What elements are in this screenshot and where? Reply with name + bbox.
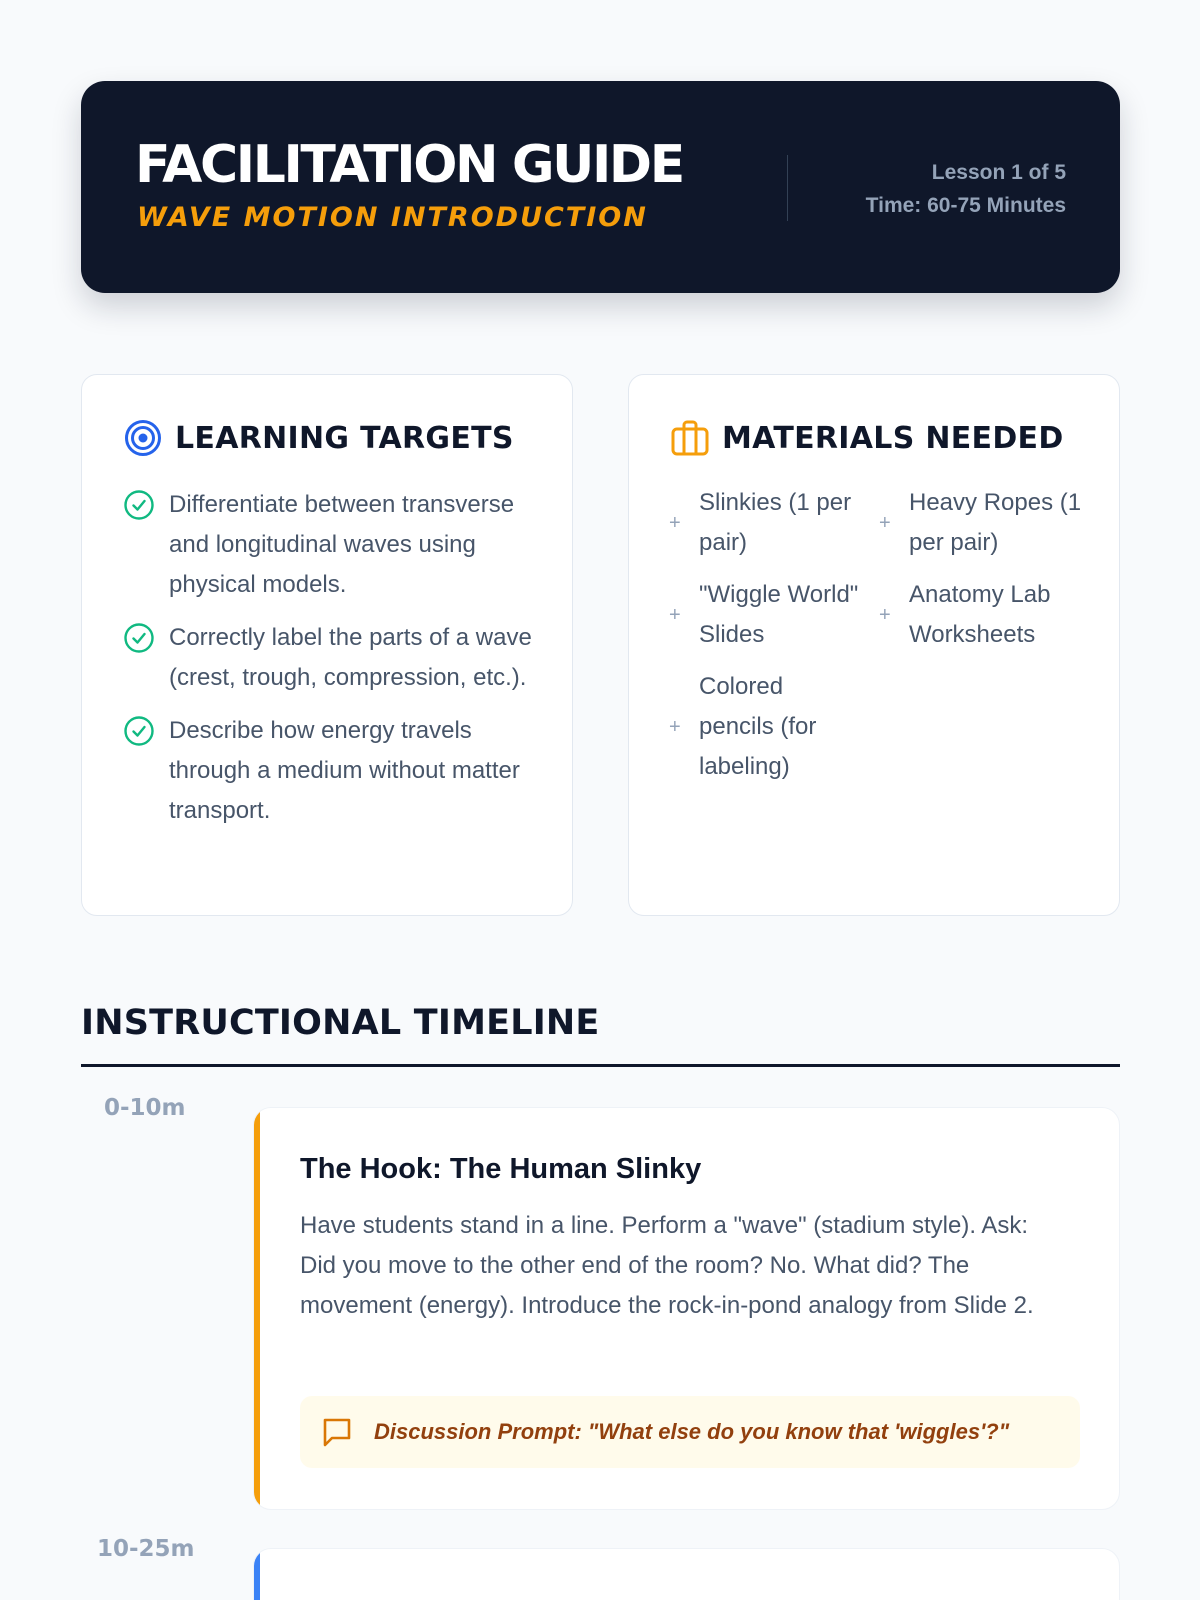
learning-targets-card (81, 374, 573, 916)
page-title: FACILITATION GUIDE (135, 135, 683, 195)
step-time: 10-25m (97, 1536, 195, 1562)
header-divider (787, 155, 788, 221)
page-subtitle: WAVE MOTION INTRODUCTION (137, 202, 648, 233)
list-item (669, 667, 879, 787)
materials-header (670, 418, 1064, 458)
target-text: Correctly label the parts of a wave (crest, trough, compression, etc.). (169, 624, 532, 691)
learning-targets-header (123, 418, 514, 458)
target-icon (123, 418, 163, 458)
timeline-divider (81, 1064, 1120, 1067)
list-item (123, 711, 533, 831)
plus-icon: + (879, 603, 891, 626)
learning-targets-list (123, 485, 533, 844)
plus-icon: + (669, 715, 681, 738)
list-item (879, 575, 1089, 655)
step-title: The Hook: The Human Slinky (300, 1153, 702, 1185)
list-item (879, 483, 1089, 563)
lesson-duration: Time: 60-75 Minutes (865, 194, 1066, 217)
check-circle-icon (123, 715, 155, 747)
plus-icon: + (669, 603, 681, 626)
check-circle-icon (123, 622, 155, 654)
list-item (669, 483, 879, 563)
overview-cards (81, 374, 1120, 916)
material-text: Heavy Ropes (1 per pair) (909, 489, 1082, 556)
facilitation-guide-page (81, 81, 1120, 1562)
check-circle-icon (123, 489, 155, 521)
target-text: Differentiate between transverse and longitudinal waves using physical models. (169, 491, 515, 598)
material-text: Anatomy Lab Worksheets (909, 581, 1051, 648)
step-description: Have students stand in a line. Perform a "wave" (stadium style). Ask: Did you move to the other end of the room? No. What did? The movement (energy). Introduce the rock-in-pond analogy from Slide 2. (300, 1212, 1034, 1319)
material-text: Slinkies (1 per pair) (699, 489, 852, 556)
list-item (669, 575, 879, 655)
guide-header (81, 81, 1120, 293)
materials-card (628, 374, 1120, 916)
step-accent-bar (254, 1549, 260, 1600)
materials-list (669, 483, 1089, 787)
material-text: Colored pencils (for labeling) (699, 673, 817, 780)
prompt-text: Discussion Prompt: "What else do you know that 'wiggles'?" (374, 1419, 1010, 1444)
plus-icon: + (879, 511, 891, 534)
plus-icon: + (669, 511, 681, 534)
learning-targets-title: LEARNING TARGETS (175, 420, 514, 456)
speech-bubble-icon (320, 1415, 354, 1449)
discussion-prompt (300, 1396, 1080, 1468)
briefcase-icon (670, 418, 710, 458)
step-accent-bar (254, 1108, 260, 1509)
target-text: Describe how energy travels through a medium without matter transport. (169, 717, 520, 824)
timeline-title: INSTRUCTIONAL TIMELINE (81, 1003, 600, 1043)
lesson-number: Lesson 1 of 5 (931, 161, 1066, 184)
step-time: 0-10m (104, 1095, 186, 1121)
material-text: "Wiggle World" Slides (699, 581, 859, 648)
materials-title: MATERIALS NEEDED (722, 420, 1064, 456)
timeline-step (253, 1548, 1120, 1600)
list-item (123, 485, 533, 605)
lesson-meta (866, 156, 1066, 222)
list-item (123, 618, 533, 698)
timeline-step (253, 1107, 1120, 1510)
